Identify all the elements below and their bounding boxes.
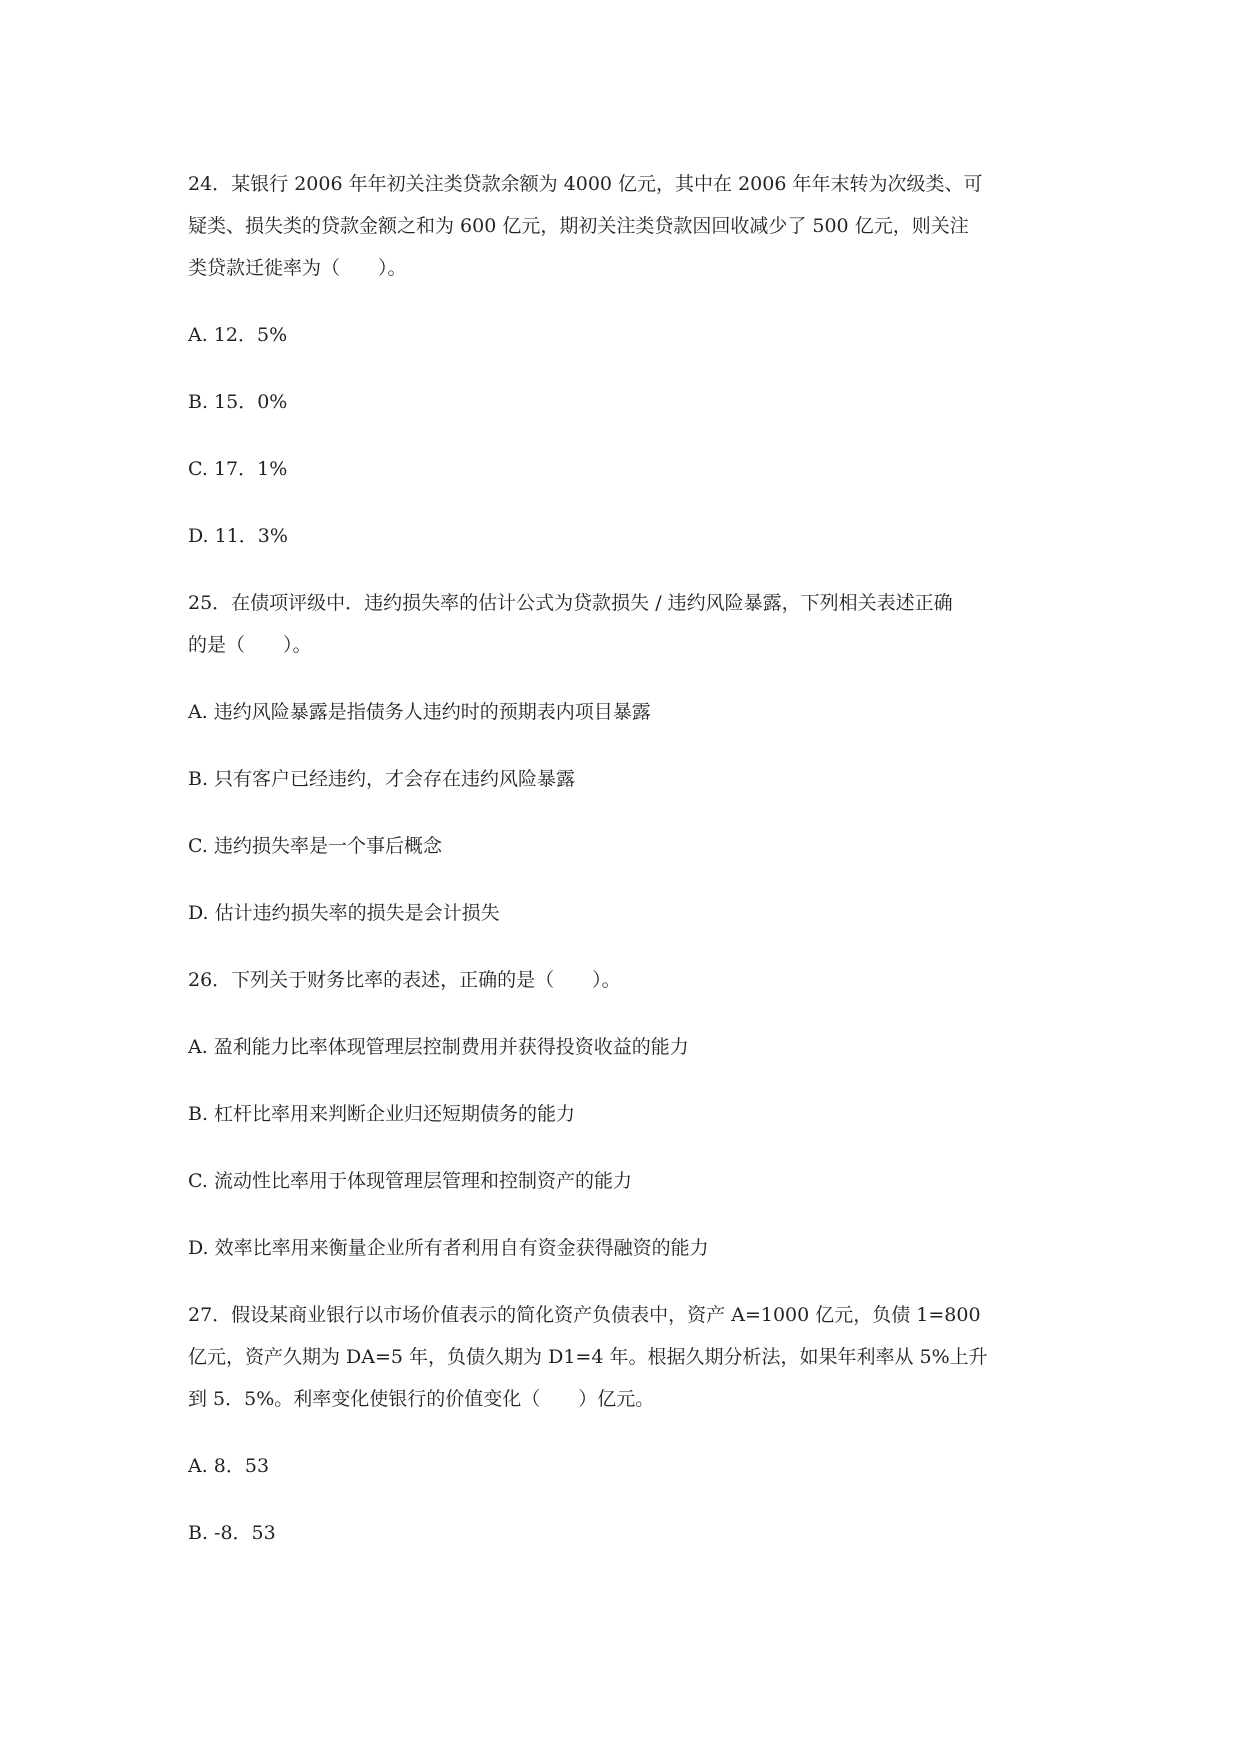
- option-c: C. 流动性比率用于体现管理层管理和控制资产的能力: [188, 1170, 632, 1192]
- option-d: D. 11．3%: [188, 525, 288, 547]
- question-text-line: 25．在债项评级中．违约损失率的估计公式为贷款损失 / 违约风险暴露，下列相关表述正确: [188, 592, 953, 614]
- option-a: A. 违约风险暴露是指债务人违约时的预期表内项目暴露: [188, 701, 651, 723]
- option-b: B. 15．0%: [188, 391, 288, 413]
- question-24: [188, 163, 1058, 582]
- option-b: B. 杠杆比率用来判断企业归还短期债务的能力: [188, 1103, 576, 1125]
- option-a: A. 8．53: [188, 1455, 270, 1477]
- question-27: [188, 1294, 1058, 1554]
- question-text-line: 的是（ ）。: [188, 634, 312, 656]
- option-a: A. 盈利能力比率体现管理层控制费用并获得投资收益的能力: [188, 1036, 689, 1058]
- question-text-line: 27．假设某商业银行以市场价值表示的简化资产负债表中，资产 A=1000 亿元，负债 1=800: [188, 1304, 981, 1326]
- question-text-line: 亿元，资产久期为 DA=5 年，负债久期为 D1=4 年。根据久期分析法，如果年利率从 5%上升: [188, 1346, 988, 1368]
- option-d: D. 效率比率用来衡量企业所有者利用自有资金获得融资的能力: [188, 1237, 709, 1259]
- question-text-line: 24．某银行 2006 年年初关注类贷款余额为 4000 亿元，其中在 2006 年年末转为次级类、可: [188, 173, 983, 195]
- question-text-line: 到 5．5%。利率变化使银行的价值变化（ ）亿元。: [188, 1388, 655, 1410]
- option-d: D. 估计违约损失率的损失是会计损失: [188, 902, 500, 924]
- option-b: B. -8．53: [188, 1522, 276, 1544]
- question-26: [188, 959, 1058, 1294]
- option-c: C. 17．1%: [188, 458, 288, 480]
- option-a: A. 12．5%: [188, 324, 288, 346]
- document-page: [188, 163, 1058, 1554]
- question-25: [188, 582, 1058, 959]
- question-text-line: 类贷款迁徙率为（ ）。: [188, 257, 407, 279]
- option-b: B. 只有客户已经违约，才会存在违约风险暴露: [188, 768, 576, 790]
- question-text-line: 疑类、损失类的贷款金额之和为 600 亿元，期初关注类贷款因回收减少了 500 亿元，则关注: [188, 215, 969, 237]
- question-text-line: 26．下列关于财务比率的表述，正确的是（ ）。: [188, 969, 621, 991]
- option-c: C. 违约损失率是一个事后概念: [188, 835, 442, 857]
